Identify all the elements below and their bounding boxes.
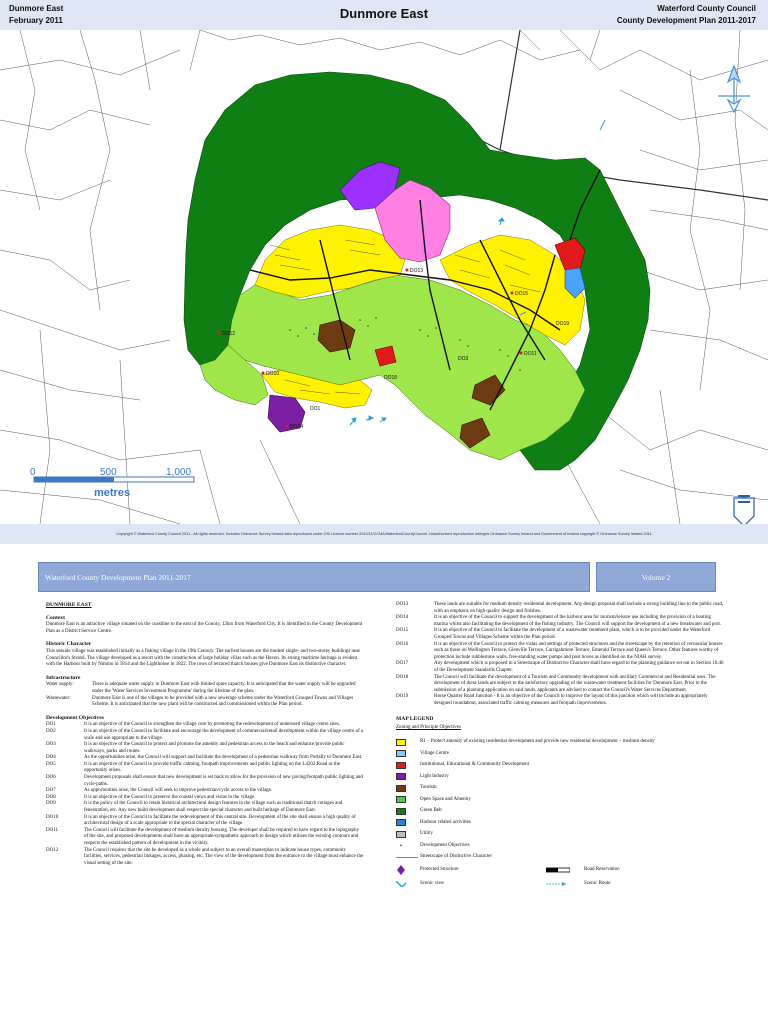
legend-label: Harbour related activities [420, 819, 471, 825]
legend-label: Village Centre [420, 750, 449, 756]
page-header [0, 0, 768, 30]
legend-item [396, 794, 726, 806]
header-place: Dunmore East [9, 4, 64, 13]
left-objective-list [46, 722, 364, 867]
historic-heading: Historic Character [46, 641, 92, 648]
legend-item [396, 771, 726, 783]
objective-code: DO3 [46, 742, 56, 748]
objective-code: DO2 [46, 728, 56, 734]
objective-code: DO5 [46, 761, 56, 767]
page-title: Dunmore East [339, 6, 429, 21]
protected-structure-icon [396, 867, 406, 874]
context-text: Dunmore East is an attractive village situated on the coastline to the east of the County, 12km from Waterford City. It is identified in the County Development Plan as a District Service Centre. [46, 622, 363, 634]
infrastructure-heading: Infrastructure [46, 674, 81, 681]
objective-row [46, 788, 364, 795]
legend-item [396, 748, 726, 760]
objective-row [46, 722, 364, 729]
label-do19: DO19 [556, 321, 570, 327]
band-volume: Volume 2 [596, 562, 716, 592]
objective-code: DO8 [46, 794, 56, 800]
legend-heading: MAP LEGEND [396, 715, 434, 722]
legend-protected-label: Protected Structure [420, 866, 459, 872]
objective-row [46, 729, 364, 742]
legend-label: Tourism [420, 785, 437, 791]
objective-code: DO6 [46, 775, 56, 781]
objective-text: These lands are suitable for medium density residential development. Any design proposal shall include a strong building line to the public road, with an emphasis on high quality design and finishes. [434, 602, 724, 614]
label-do10: DO10 [266, 371, 280, 377]
objective-code: DO13 [396, 602, 409, 607]
legend-swatch [396, 773, 406, 780]
zoning-map[interactable] [0, 30, 768, 524]
header-date: February 2011 [9, 16, 63, 25]
objective-text: It is an objective of the Council to strengthen the village core by promoting the redevelopment of underused village centre sites. [84, 722, 340, 728]
objective-row [46, 848, 364, 868]
objectives-heading: Development Objectives [46, 714, 104, 721]
legend-swatch [396, 785, 406, 792]
plan-document [0, 544, 768, 1024]
label-do18: DO18 [384, 375, 398, 381]
right-objective-list [396, 602, 726, 708]
legend-label: R1 – Protect amenity of existing residential development and provide new residential development – medium density [420, 739, 655, 745]
scenic-view-icon [396, 881, 406, 888]
legend-scenic-route-label: Scenic Route [584, 880, 611, 886]
legend-swatch [396, 739, 406, 746]
objective-text: It is the policy of the Council to retain historical architectural design features in the village such as traditional thatch cottages and fenestration, etc. Any new build development shall respect the special character and built heritage of Dunmore East. [84, 801, 343, 814]
road-reservation-icon [546, 867, 570, 874]
legend-item [396, 783, 726, 795]
objective-row [46, 742, 364, 755]
context-heading: Context [46, 614, 65, 621]
legend-dev-objectives [396, 840, 726, 852]
objective-text: Development proposals shall ensure that new development is set back to allow for the provision of new paving/footpath public lighting and cycle-paths. [84, 775, 363, 787]
legend-streetscape-label: Streetscape of Distinctive Character [420, 854, 493, 860]
objective-code: DO17 [396, 661, 409, 667]
council-crest-icon [734, 496, 754, 524]
objective-text: It is an objective of the Council to facilitate the development of a wastewater treatment plant, which is to be provided under the Waterford Grouped Towns and Villages Scheme within the Plan period. [434, 628, 711, 640]
objective-text: Horse Quarter Road Junction - It is an objective of the Council to improve the layout of this junction which will include an appropriately designed roundabout, associated traffic calming measures and footpath improvements. [434, 694, 708, 706]
objective-text: As opportunities arise, the Council will seek to improve pedestrian/cycle access to the village. [84, 788, 273, 794]
legend-dev-objectives-label: Development Objectives [420, 842, 470, 848]
objective-code: DO19 [396, 694, 409, 700]
objective-text: It is an objective of the Council to preserve the coastal views and vistas in the village. [84, 794, 256, 800]
legend-item [396, 817, 726, 829]
label-do11: DO11 [524, 351, 537, 357]
objective-code: DO15 [396, 628, 409, 634]
objective-text: It is an objective of the Council to protect and promote the amenity and pedestrian access to the beach and enhance/provide public walkways, parks and routes. [84, 742, 345, 754]
right-column [396, 602, 726, 891]
objective-code: DO1 [46, 722, 56, 728]
objective-code: DO4 [46, 755, 56, 761]
wastewater-row [46, 696, 364, 709]
scale-max: 1,000 [166, 467, 192, 478]
objective-text: The Council requires that the site be developed as a whole and subject to an overall masterplan to indicate house types, community facilities, services, pedestrian linkages, access, phasing, etc. The view of the development from the entrance to the village must enhance the visual setting of the site. [84, 847, 364, 866]
objective-text: It is an objective of the Council to protect the vistas and settings of protected structures and the streetscape by the retention of vernacular houses such as those on Wellington Terrace, Glenville Terrace, Carrigahmore Terrace, Emerald Terrace and Queen's Terrace. Other features worthy of protection include rubblestone walls, free-standing water pumps and post boxes as identified on the NIAH survey. [434, 641, 723, 660]
scale-zero: 0 [30, 467, 36, 478]
objective-row [46, 815, 364, 828]
label-do12: DO12 [222, 331, 236, 337]
objective-row [46, 828, 364, 848]
legend-label: Institutional, Educational & Community Development [420, 762, 530, 768]
objective-row [396, 602, 726, 615]
label-do1: DO1 [310, 406, 321, 412]
legend-swatch [396, 796, 406, 803]
historic-text: This seaside village was established initially as a fishing village in the 19th Century. The earliest houses are the modest single- and two-storey buildings near Councillor's Strand. The village developed as a resort with the construction of large holiday villas such as the Haven. Its strong maritime heritage is evident with the Harbour built by Nimmo in 1814 and the Lighthouse in 1822. The rows of terraced thatch houses give Dunmore East its distinctive character. [46, 648, 361, 668]
objective-row [396, 694, 726, 707]
header-plan: County Development Plan 2011-2017 [616, 16, 756, 25]
objective-code: DO10 [46, 814, 59, 820]
water-supply-row [46, 682, 364, 695]
document-band [38, 562, 716, 592]
dev-objective-marker-icon: • [399, 841, 403, 850]
objective-text: It is an objective of the Council to facilitate and encourage the development of commercial/retail development within the village centre of a scale and use appropriate to the village. [84, 728, 364, 741]
legend-row-scenic [396, 877, 726, 891]
legend-label: Green Belt [420, 808, 442, 814]
label-do14: DO14 [290, 424, 304, 430]
objective-code: DO9 [46, 801, 56, 807]
scale-unit: metres [94, 487, 131, 499]
objective-row [46, 755, 364, 762]
band-plan-title: Waterford County Development Plan 2011-2017 [38, 562, 590, 592]
legend-item [396, 760, 726, 772]
legend-road-label: Road Reservation [584, 866, 620, 872]
legend-label: Light Industry [420, 773, 449, 779]
label-do3: DO3 [458, 356, 469, 362]
objective-text: The Council will facilitate the development of a Tourism and Community development with ancillary Commercial and Residential uses. The development of these lands are subject to the satisfactory upgrading of the wastewater treatment facilities for Dunmore East. Prior to the submission of a planning application on said lands, applicants are advised to contact the Council's Water Services Department. [434, 674, 716, 693]
legend-item [396, 737, 726, 749]
copyright-notice: Copyright © Waterford County Council 2011 - All rights reserved. Includes Ordnance Survey Ireland data reproduced under OSi Licence number 2010/11/CCMA/WaterfordCountyCouncil. Unauthorised reproduction infringes Ordnance Survey Ireland and Government of Ireland copyright © Ordnance Survey Ireland 2011 [0, 524, 768, 544]
objective-row [396, 642, 726, 662]
legend-streetscape [396, 852, 726, 864]
legend-label: Open Space and Amenity [420, 796, 471, 802]
legend-item [396, 829, 726, 841]
objective-text: It is an objective of the Council to support the development of the harbour area for tourism/leisure use including the provision of a boating marina whilst also facilitating the development of the fishing industry. The Council will support the development of a new breakwater and port. [434, 615, 722, 627]
objective-text: Any development which is proposed in a Streetscape of Distinctive Character shall have regard to the planning guidance set out in Section 10.46 of the Development Standards Chapter. [434, 661, 724, 673]
objective-row [46, 762, 364, 775]
scale-mid: 500 [100, 467, 117, 478]
objective-code: DO12 [46, 847, 59, 853]
objective-row [396, 661, 726, 674]
scenic-route-icon [546, 881, 570, 888]
north-arrow-icon [718, 66, 750, 112]
legend-item [396, 806, 726, 818]
objective-row [46, 801, 364, 814]
label-do15: DO15 [515, 291, 529, 297]
legend-label: Utility [420, 831, 434, 837]
water-supply-text: There is adequate water supply in Dunmore East with limited spare capacity. It is anticipated that the water supply will be upgraded under the 'Water Services Investment Programme' during the lifetime of the plan. [92, 682, 356, 694]
legend-swatch [396, 762, 406, 769]
objective-row [396, 675, 726, 695]
objective-row [396, 628, 726, 641]
legend-swatch [396, 831, 406, 838]
objective-text: It is an objective of the Council to provide traffic calming, footpath improvements and public lighting on the L4202 Road as the opportunity arises. [84, 761, 340, 774]
objective-row [46, 775, 364, 788]
legend-swatch [396, 808, 406, 815]
objective-text: As the opportunities arise, the Council will support and facilitate the development of a pedestrian walkway from Portally to Dunmore East. [84, 755, 363, 761]
section-title: DUNMORE EAST [46, 602, 92, 608]
wastewater-key: Wastewater: [46, 695, 71, 701]
label-do13: DO13 [410, 268, 424, 274]
objective-code: DO16 [396, 641, 409, 647]
objective-text: The Council will facilitate the development of medium density housing. The developer shall be required to have regard to the topography of the site, and proposed developments shall have an appropriate/sympathetic approach to design which utilises the existing contours and respects the established pattern of development in the vicinity. [84, 827, 359, 846]
legend-swatch [396, 750, 406, 757]
header-council: Waterford County Council [657, 4, 756, 13]
legend-list [396, 737, 726, 841]
streetscape-line-icon [396, 854, 418, 861]
left-column [46, 602, 364, 867]
legend-swatch [396, 819, 406, 826]
legend-scenic-view-label: Scenic view [420, 880, 445, 886]
objective-code: DO7 [46, 788, 56, 794]
water-supply-key: Water supply: [46, 682, 74, 688]
wastewater-text: Dunmore East is one of the villages to be provided with a new sewerage scheme under the Waterford Grouped Towns and Villages Scheme. It is anticipated that the new plant will be constructed and commissioned within the Plan period. [92, 695, 354, 708]
objective-code: DO18 [396, 674, 409, 680]
objective-text: It is an objective of the Council to facilitate the redevelopment of this central site. Development of the site shall ensure a high quality of architectural design of a scale appropriate to the special character of the village. [84, 814, 356, 827]
legend-row-protected-road [396, 863, 726, 877]
objective-row [46, 795, 364, 802]
objective-code: DO14 [396, 615, 409, 621]
header-right [617, 3, 756, 27]
objective-row [396, 615, 726, 628]
objective-code: DO11 [46, 827, 59, 833]
legend-subheading: Zoning and Principle Objectives [396, 725, 461, 731]
